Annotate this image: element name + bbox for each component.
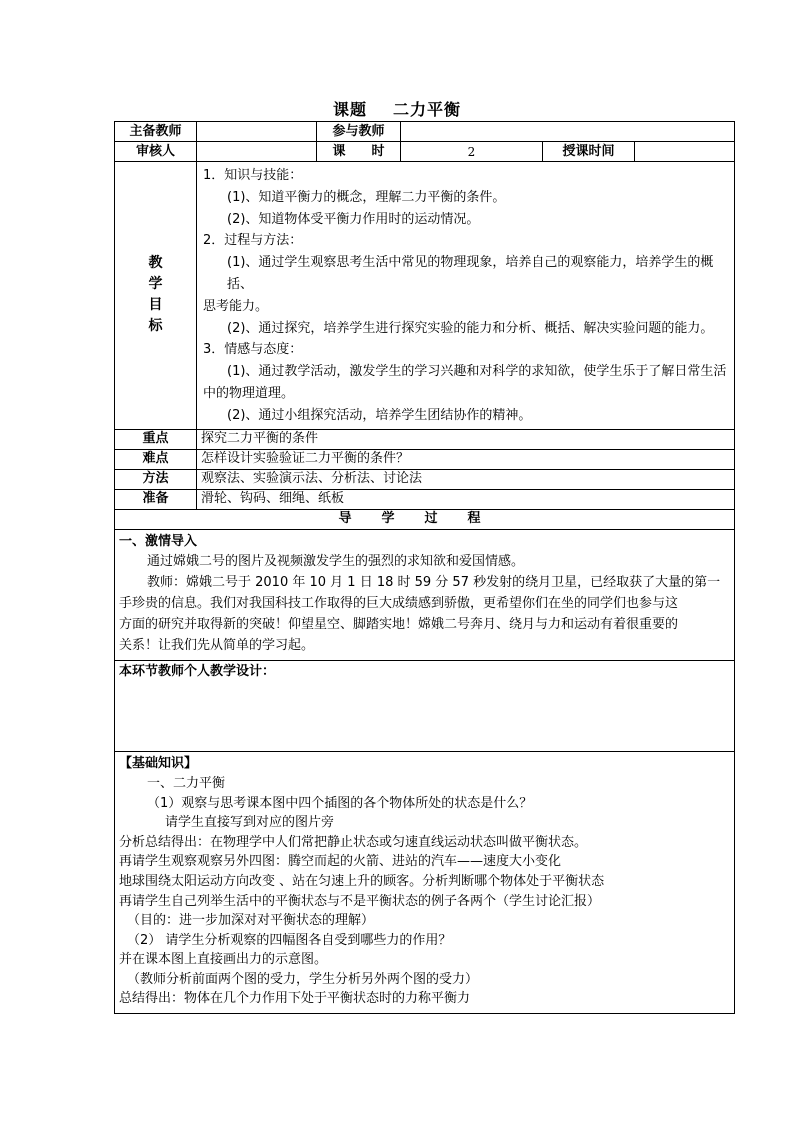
basic-knowledge-content: [115, 752, 735, 1014]
goal-label-char: 学: [148, 276, 163, 293]
teaching-goals-label: [115, 162, 197, 430]
goal-item: (2)、知道物体受平衡力作用时的运动情况。: [227, 211, 480, 227]
lead-teacher-label: 主备教师: [115, 122, 197, 142]
key-point-label: 重点: [115, 429, 197, 449]
basic-line: 总结得出：物体在几个力作用下处于平衡状态时的力称平衡力: [119, 991, 471, 1007]
goal-item: (1)、通过教学活动，激发学生的学习兴趣和对科学的求知欲，使学生乐于了解日常生活: [227, 364, 727, 380]
intro-line: 关系！让我们先从简单的学习起。: [119, 637, 315, 653]
intro-line: 方面的研究并取得新的突破！仰望星空、脚踏实地！嫦娥二号奔月、绕月与力和运动有着很重要的: [119, 616, 679, 632]
periods-value: 2: [401, 142, 543, 162]
goal-label-char: 目: [148, 297, 163, 314]
participant-teacher-field[interactable]: [401, 122, 735, 142]
methods-row: [115, 469, 735, 489]
intro-line: 教师：嫦娥二号于 2010 年 10 月 1 日 18 时 59 分 57 秒发射的绕月卫星，已经取获了大量的第一: [147, 575, 721, 591]
basic-knowledge-row: [115, 752, 735, 1014]
goal-heading: 3．情感与态度：: [203, 342, 303, 358]
basic-line: （1）观察与思考课本图中四个插图的各个物体所处的状态是什么？: [147, 795, 533, 811]
goal-item: (1)、通过学生观察思考生活中常见的物理现象，培养自己的观察能力，培养学生的概括、: [227, 255, 714, 292]
goal-item: (1)、知道平衡力的概念，理解二力平衡的条件。: [227, 189, 506, 205]
goal-item: (2)、通过探究，培养学生进行探究实验的能力和分析、概括、解决实验问题的能力。: [227, 320, 714, 336]
goal-label-char: 教: [148, 255, 163, 272]
goal-item-cont: 思考能力。: [203, 298, 269, 314]
teaching-goals-row: [115, 162, 735, 430]
basic-line: 地球围绕太阳运动方向改变 、站在匀速上升的顾客。分析判断哪个物体处于平衡状态: [119, 873, 605, 889]
header-row-2: [115, 142, 735, 162]
basic-line: 再请学生观察观察另外四图：腾空而起的火箭、进站的汽车——速度大小变化: [119, 854, 562, 870]
intro-content: [115, 529, 735, 661]
intro-paragraph: 通过嫦娥二号的图片及视频激发学生的强烈的求知欲和爱国情感。: [147, 554, 525, 570]
class-time-field[interactable]: [635, 142, 735, 162]
prep-value: 滑轮、钩码、细绳、纸板: [197, 489, 735, 509]
teaching-goals-content: [197, 162, 735, 430]
difficulty-row: [115, 449, 735, 469]
goal-item-cont: 中的物理道理。: [203, 385, 295, 401]
goal-label-char: 标: [148, 318, 163, 335]
lead-teacher-field[interactable]: [197, 122, 317, 142]
reviewer-label: 审核人: [115, 142, 197, 162]
participant-teacher-label: 参与教师: [317, 122, 401, 142]
goal-heading: 2．过程与方法：: [203, 233, 303, 249]
basic-line: 再请学生自己列举生活中的平衡状态与不是平衡状态的例子各两个（学生讨论汇报）: [119, 893, 601, 909]
lesson-plan-table: [114, 121, 735, 1014]
basic-line: 一、二力平衡: [147, 775, 226, 791]
prep-row: [115, 489, 735, 509]
difficulty-value: 怎样设计实验验证二力平衡的条件？: [197, 449, 735, 469]
methods-value: 观察法、实验演示法、分析法、讨论法: [197, 469, 735, 489]
title-topic: 二力平衡: [393, 100, 462, 119]
intro-line: 手珍贵的信息。我们对我国科技工作取得的巨大成绩感到骄傲，更希望你们在坐的同学们也参与这: [119, 595, 679, 611]
prep-label: 准备: [115, 489, 197, 509]
teacher-design-label: 本环节教师个人教学设计：: [119, 664, 276, 680]
process-title-row: [115, 509, 735, 529]
teacher-design-area[interactable]: [115, 661, 735, 752]
intro-heading: 一、激情导入: [119, 533, 198, 549]
process-title: 导学过程: [115, 509, 735, 529]
goal-heading: 1．知识与技能：: [203, 168, 303, 183]
basic-line: 请学生直接写到对应的图片旁: [165, 815, 335, 831]
basic-line: 分析总结得出：在物理学中人们常把静止状态或匀速直线运动状态叫做平衡状态。: [119, 834, 588, 850]
class-time-label: 授课时间: [543, 142, 635, 162]
key-point-row: [115, 429, 735, 449]
difficulty-label: 难点: [115, 449, 197, 469]
basic-line: （目的：进一步加深对对平衡状态的理解）: [127, 913, 375, 929]
basic-line: （2） 请学生分析观察的四幅图各自受到哪些力的作用？: [127, 932, 452, 948]
design-row: [115, 661, 735, 752]
goal-item: (2)、通过小组探究活动，培养学生团结协作的精神。: [227, 407, 532, 423]
basic-line: 并在课本图上直接画出力的示意图。: [119, 952, 328, 968]
intro-row: [115, 529, 735, 661]
page-title: [0, 97, 794, 120]
periods-label: 课 时: [317, 142, 401, 162]
header-row-1: [115, 122, 735, 142]
reviewer-field[interactable]: [197, 142, 317, 162]
title-label: 课题: [332, 100, 367, 119]
basic-heading: 【基础知识】: [119, 756, 198, 772]
basic-line: （教师分析前面两个图的受力，学生分析另外两个图的受力）: [127, 971, 479, 987]
methods-label: 方法: [115, 469, 197, 489]
key-point-value: 探究二力平衡的条件: [197, 429, 735, 449]
